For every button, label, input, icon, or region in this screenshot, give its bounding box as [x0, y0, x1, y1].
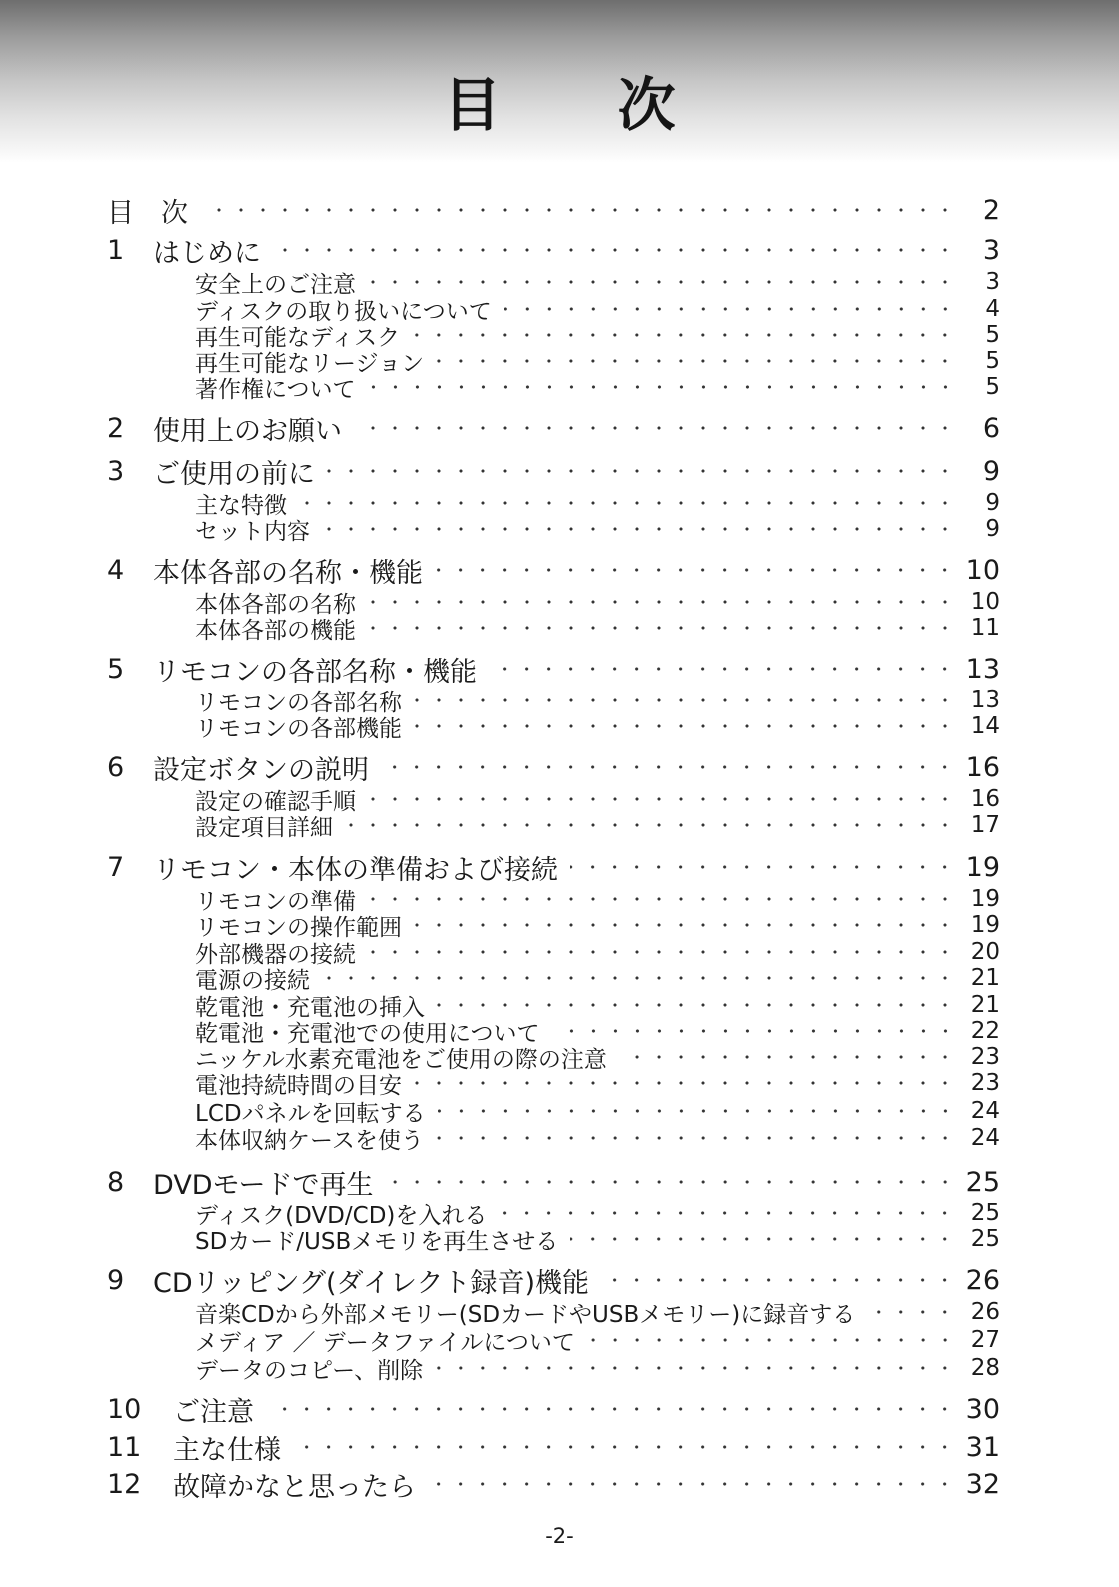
dot-leader	[322, 527, 956, 531]
toc-page-number: 25	[970, 1226, 1000, 1252]
dot-leader	[381, 765, 956, 769]
dot-leader	[428, 1482, 956, 1486]
toc-section-row	[107, 515, 1000, 543]
dot-leader	[368, 897, 956, 901]
toc-entry-title: メディア ／ データファイルについて	[195, 1329, 575, 1356]
toc-entry-title: 安全上のご注意	[195, 271, 356, 298]
toc-section-row	[107, 1124, 1000, 1152]
toc-page-number: 25	[965, 1166, 1000, 1198]
toc-entry-title: 本体収納ケースを使う	[195, 1127, 424, 1154]
toc-entry-title: 設定項目詳細	[195, 814, 333, 841]
toc-page-number: 32	[965, 1468, 1000, 1500]
dot-leader	[368, 626, 956, 630]
dot-leader	[436, 1136, 956, 1140]
dot-leader	[414, 724, 956, 728]
toc-page-number: 10	[970, 589, 1000, 615]
toc-entry-title: リモコンの準備	[195, 888, 356, 915]
toc-page-number: 16	[970, 786, 1000, 812]
dot-leader	[414, 923, 956, 927]
toc-page-number: 25	[970, 1200, 1000, 1226]
toc-entry-title: 本体各部の名称・機能	[153, 557, 423, 589]
dot-leader	[299, 501, 956, 505]
toc-chapter-number: 2	[107, 412, 125, 444]
toc-entry-title: 再生可能なディスク	[195, 324, 401, 351]
toc-page-number: 9	[985, 516, 1000, 542]
dot-leader	[368, 600, 956, 604]
toc-chapter-number: 7	[107, 851, 125, 883]
toc-section-row	[107, 712, 1000, 740]
toc-section-row	[107, 1069, 1000, 1097]
toc-entry-title: 乾電池・充電池の挿入	[195, 994, 425, 1021]
toc-page-number: 3	[982, 234, 1000, 266]
dot-leader	[587, 1338, 956, 1342]
toc-page-number: 26	[970, 1299, 1000, 1325]
dot-leader	[570, 1237, 956, 1241]
toc-chapter-row	[107, 1467, 1000, 1501]
toc-page-number: 27	[970, 1327, 1000, 1353]
toc-page-number: 5	[985, 348, 1000, 374]
toc-chapter-number: 8	[107, 1166, 125, 1198]
toc-chapter-number: 5	[107, 653, 125, 685]
dot-leader	[436, 359, 956, 363]
dot-leader	[601, 1278, 956, 1282]
dot-leader	[327, 469, 956, 473]
toc-page-number: 16	[965, 751, 1000, 783]
toc-page-number: 28	[970, 1355, 1000, 1381]
dot-leader	[322, 976, 956, 980]
dot-leader	[437, 1003, 956, 1007]
dot-leader	[435, 1366, 956, 1370]
toc-page-number: 24	[970, 1098, 1000, 1124]
toc-entry-title: データのコピー、削除	[195, 1357, 424, 1384]
toc-page-number: 10	[965, 554, 1000, 586]
table-of-contents	[107, 0, 1000, 1587]
toc-page-number: 21	[970, 992, 1000, 1018]
toc-page-number: 19	[970, 912, 1000, 938]
toc-chapter-number: 3	[107, 455, 125, 487]
dot-leader	[867, 1310, 956, 1314]
toc-entry-title: 目 次	[107, 197, 188, 229]
toc-page-number: 19	[965, 851, 1000, 883]
toc-chapter-number: 12	[107, 1468, 142, 1500]
toc-chapter-row	[107, 850, 1000, 884]
toc-entry-title: ご使用の前に	[153, 458, 315, 490]
toc-entry-title: 電源の接続	[195, 967, 310, 994]
page-number: -2-	[545, 1524, 574, 1548]
toc-page-number: 2	[982, 194, 1000, 226]
toc-chapter-row	[107, 652, 1000, 686]
toc-entry-title: 設定の確認手順	[195, 788, 356, 815]
toc-page-number: 19	[970, 886, 1000, 912]
toc-page-number: 24	[970, 1125, 1000, 1151]
dot-leader	[552, 1029, 956, 1033]
toc-page-number: 9	[985, 490, 1000, 516]
toc-page-number: 23	[970, 1070, 1000, 1096]
toc-entry-title: ご注意	[173, 1396, 254, 1428]
toc-page-number: 3	[985, 269, 1000, 295]
toc-page-number: 13	[965, 653, 1000, 685]
toc-chapter-number: 1	[107, 234, 125, 266]
toc-page-number: 5	[985, 322, 1000, 348]
toc-page-number: 26	[965, 1264, 1000, 1296]
dot-leader	[438, 1109, 956, 1113]
toc-chapter-row	[107, 193, 1000, 227]
dot-leader	[293, 1445, 956, 1449]
toc-chapter-number: 6	[107, 751, 125, 783]
toc-chapter-row	[107, 1430, 1000, 1464]
dot-leader	[412, 333, 956, 337]
dot-leader	[570, 865, 956, 869]
dot-leader	[273, 248, 956, 252]
toc-entry-title: セット内容	[195, 518, 310, 545]
dot-leader	[619, 1055, 956, 1059]
toc-section-row	[107, 1326, 1000, 1354]
toc-entry-title: リモコンの各部名称・機能	[153, 656, 477, 688]
toc-chapter-row	[107, 233, 1000, 267]
toc-page-number: 23	[970, 1044, 1000, 1070]
toc-page-number: 5	[985, 374, 1000, 400]
dot-leader	[386, 1180, 956, 1184]
toc-page-number: 6	[982, 412, 1000, 444]
toc-entry-title: LCDパネルを回転する	[195, 1100, 426, 1127]
toc-page-number: 22	[970, 1018, 1000, 1044]
toc-section-row	[107, 811, 1000, 839]
toc-entry-title: ニッケル水素充電池をご使用の際の注意	[195, 1046, 607, 1073]
dot-leader	[368, 280, 956, 284]
toc-section-row	[107, 1225, 1000, 1253]
dot-leader	[504, 307, 956, 311]
toc-entry-title: 主な仕様	[173, 1434, 281, 1466]
toc-entry-title: 本体各部の機能	[195, 617, 356, 644]
toc-entry-title: 設定ボタンの説明	[153, 754, 369, 786]
dot-leader	[266, 1407, 956, 1411]
toc-page-number: 31	[965, 1431, 1000, 1463]
toc-chapter-row	[107, 454, 1000, 488]
toc-entry-title: 再生可能なリージョン	[195, 350, 425, 377]
toc-entry-title: 主な特徴	[195, 492, 287, 519]
toc-section-row	[107, 373, 1000, 401]
toc-entry-title: 故障かなと思ったら	[173, 1471, 416, 1503]
toc-entry-title: リモコンの各部名称	[195, 689, 402, 716]
toc-entry-title: 使用上のお願い	[153, 415, 342, 447]
dot-leader	[489, 667, 956, 671]
toc-page-number: 14	[970, 713, 1000, 739]
toc-page-number: 17	[970, 812, 1000, 838]
toc-chapter-row	[107, 1263, 1000, 1297]
dot-leader	[345, 823, 956, 827]
dot-leader	[499, 1211, 956, 1215]
toc-page-number: 30	[965, 1393, 1000, 1425]
dot-leader	[368, 797, 956, 801]
toc-entry-title: リモコン・本体の準備および接続	[153, 854, 558, 886]
toc-page-number: 4	[985, 296, 1000, 322]
toc-chapter-row	[107, 1165, 1000, 1199]
toc-chapter-row	[107, 750, 1000, 784]
toc-chapter-row	[107, 1392, 1000, 1426]
toc-entry-title: ディスクの取り扱いについて	[195, 298, 492, 325]
toc-chapter-row	[107, 411, 1000, 445]
toc-section-row	[107, 1298, 1000, 1326]
toc-chapter-number: 9	[107, 1264, 125, 1296]
toc-entry-title: SDカード/USBメモリを再生させる	[195, 1228, 559, 1255]
toc-page-number: 13	[970, 687, 1000, 713]
page-title: 目 次	[443, 71, 724, 139]
dot-leader	[368, 950, 956, 954]
toc-entry-title: 外部機器の接続	[195, 941, 356, 968]
dot-leader	[435, 568, 956, 572]
dot-leader	[414, 698, 956, 702]
toc-page-number: 21	[970, 965, 1000, 991]
toc-entry-title: CDリッピング(ダイレクト録音)機能	[153, 1267, 590, 1299]
toc-section-row	[107, 614, 1000, 642]
toc-entry-title: DVDモードで再生	[153, 1169, 374, 1201]
toc-chapter-number: 11	[107, 1431, 142, 1463]
toc-entry-title: リモコンの各部機能	[195, 715, 402, 742]
dot-leader	[200, 208, 956, 212]
toc-section-row	[107, 1354, 1000, 1382]
dot-leader	[368, 385, 956, 389]
toc-entry-title: はじめに	[153, 237, 261, 269]
dot-leader	[414, 1081, 956, 1085]
toc-page-number: 20	[970, 939, 1000, 965]
toc-entry-title: ディスク(DVD/CD)を入れる	[195, 1202, 488, 1229]
toc-entry-title: 本体各部の名称	[195, 591, 356, 618]
toc-entry-title: 著作権について	[195, 376, 356, 403]
toc-chapter-row	[107, 553, 1000, 587]
toc-entry-title: 乾電池・充電池での使用について	[195, 1020, 540, 1047]
toc-entry-title: リモコンの操作範囲	[195, 914, 402, 941]
toc-chapter-number: 10	[107, 1393, 142, 1425]
toc-chapter-number: 4	[107, 554, 125, 586]
toc-entry-title: 電池持続時間の目安	[195, 1072, 402, 1099]
toc-entry-title: 音楽CDから外部メモリー(SDカードやUSBメモリー)に録音する	[195, 1301, 856, 1328]
toc-page-number: 11	[970, 615, 1000, 641]
toc-page-number: 9	[982, 455, 1000, 487]
dot-leader	[354, 426, 956, 430]
